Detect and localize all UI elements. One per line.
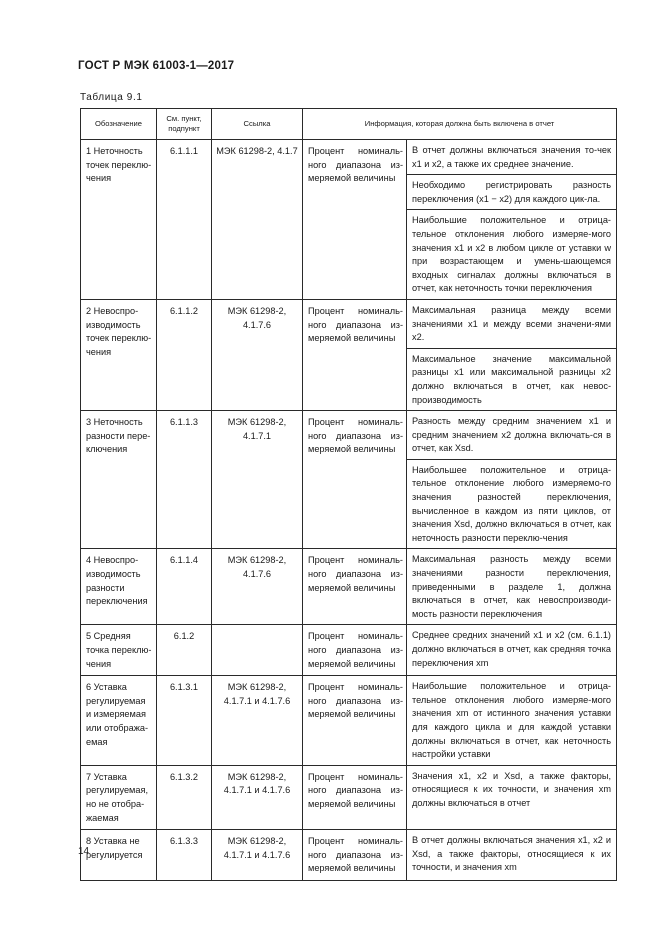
row-report-info — [407, 676, 617, 766]
row-designation: 7 Уставка регулируемая, но не отобра-жаемая — [81, 765, 157, 829]
row-designation: 4 Невоспро-изводимость разности переключения — [81, 549, 157, 625]
report-info-paragraph: Разность между средним значением x1 и средним значением x2 должна включать-ся в отчет, как Xsd. — [412, 416, 611, 454]
row-designation: 1 Неточность точек переклю-чения — [81, 140, 157, 300]
row-unit: Процент номиналь-ного диапазона из-меряемой величины — [303, 299, 407, 410]
row-reference: МЭК 61298-2, 4.1.7.1 и 4.1.7.6 — [212, 830, 303, 881]
row-report-info — [407, 830, 617, 881]
report-info-paragraph: Максимальное значение максимальной разницы x1 или максимальной разницы x2 должно включаться в отчет, как невос-производимость — [407, 348, 616, 410]
table-body — [81, 140, 617, 881]
report-info-paragraph: Наибольшие положительное и отрица-тельное отклонения любого измеряе-мого значения x1 и x2 в любом цикле от уставки w при возрастающем и умень-шающемся входных сигналах должны включаться в отчет, как неточность точки переключения — [407, 209, 616, 299]
row-report-info — [407, 549, 617, 625]
row-clause: 6.1.3.2 — [157, 765, 212, 829]
row-clause: 6.1.3.1 — [157, 676, 212, 766]
report-info-paragraph: Наибольшее положительное и отрица-тельное отклонение любого измеряемо-го значения разностей переключения, вычисленное в каждом из пяти циклов, от значения Xsd, должно включаться в отчет, как неточность разности переклю-чения — [407, 459, 616, 549]
row-reference: МЭК 61298-2, 4.1.7.1 и 4.1.7.6 — [212, 765, 303, 829]
row-reference: МЭК 61298-2, 4.1.7 — [212, 140, 303, 300]
row-report-info — [407, 411, 617, 549]
row-report-info — [407, 765, 617, 829]
row-clause: 6.1.1.2 — [157, 299, 212, 410]
row-unit: Процент номиналь-ного диапазона из-меряемой величины — [303, 411, 407, 549]
table-row — [81, 830, 617, 881]
row-unit: Процент номиналь-ного диапазона из-меряемой величины — [303, 625, 407, 676]
row-designation: 5 Средняя точка переклю-чения — [81, 625, 157, 676]
header-reference: Ссылка — [212, 109, 303, 140]
row-clause: 6.1.1.3 — [157, 411, 212, 549]
row-designation: 8 Уставка не регулируется — [81, 830, 157, 881]
header-clause: См. пункт, подпункт — [157, 109, 212, 140]
table-row — [81, 625, 617, 676]
row-reference: МЭК 61298-2, 4.1.7.1 и 4.1.7.6 — [212, 676, 303, 766]
header-report-info: Информация, которая должна быть включена в отчет — [303, 109, 617, 140]
table-row — [81, 676, 617, 766]
row-reference: МЭК 61298-2, 4.1.7.6 — [212, 299, 303, 410]
row-reference: МЭК 61298-2, 4.1.7.6 — [212, 549, 303, 625]
requirements-table — [80, 108, 617, 881]
row-designation: 2 Невоспро-изводимость точек переклю-чения — [81, 299, 157, 410]
row-report-info — [407, 140, 617, 300]
row-unit: Процент номиналь-ного диапазона из-меряемой величины — [303, 676, 407, 766]
row-unit: Процент номиналь-ного диапазона из-меряемой величины — [303, 830, 407, 881]
row-clause: 6.1.1.1 — [157, 140, 212, 300]
row-unit: Процент номиналь-ного диапазона из-меряемой величины — [303, 140, 407, 300]
row-unit: Процент номиналь-ного диапазона из-меряемой величины — [303, 549, 407, 625]
row-clause: 6.1.1.4 — [157, 549, 212, 625]
row-reference: МЭК 61298-2, 4.1.7.1 — [212, 411, 303, 549]
table-row — [81, 299, 617, 410]
report-info-paragraph: Наибольшие положительное и отрица-тельное отклонения любого измеряе-мого значения xm от истинного значения уставки для каждого цикла и для каждой уставки должны включаться в отчет, как неточность настройки уставки — [412, 681, 611, 760]
table-row — [81, 140, 617, 300]
table-row — [81, 411, 617, 549]
table-row — [81, 765, 617, 829]
report-info-paragraph: Максимальная разность между всеми значениями разности переключения, приведенными в разделе 1, должна включаться в отчет, как невоспроизводи-мость разности переключения — [412, 554, 611, 619]
table-caption: Таблица 9.1 — [80, 92, 143, 103]
row-unit: Процент номиналь-ного диапазона из-меряемой величины — [303, 765, 407, 829]
report-info-paragraph: Необходимо регистрировать разность переключения (x1 − x2) для каждого цик-ла. — [407, 174, 616, 209]
page-number: 14 — [78, 846, 90, 857]
header-designation: Обозначение — [81, 109, 157, 140]
report-info-paragraph: Значения x1, x2 и Xsd, а также факторы, относящиеся к их точности, и значения xm должны включаться в отчет — [412, 770, 611, 808]
report-info-paragraph: В отчет должны включаться значения x1, x2 и Xsd, а также факторы, относящиеся к их точности, и значения xm — [412, 835, 611, 873]
row-report-info — [407, 299, 617, 410]
row-report-info — [407, 625, 617, 676]
report-info-paragraph: Максимальная разница между всеми значениями x1 и между всеми значени-ями x2. — [412, 304, 611, 343]
row-clause: 6.1.3.3 — [157, 830, 212, 881]
row-reference — [212, 625, 303, 676]
row-clause: 6.1.2 — [157, 625, 212, 676]
table-row — [81, 549, 617, 625]
report-info-paragraph: Среднее средних значений x1 и x2 (см. 6.1.1) должно включаться в отчет, как средняя точка переключения xm — [412, 630, 611, 668]
standard-title: ГОСТ Р МЭК 61003-1—2017 — [78, 60, 235, 72]
row-designation: 6 Уставка регулируемая и измеряемая или отобража-емая — [81, 676, 157, 766]
row-designation: 3 Неточность разности пере-ключения — [81, 411, 157, 549]
table-header-row — [81, 109, 617, 140]
report-info-paragraph: В отчет должны включаться значения то-чек x1 и x2, а также их среднее значение. — [412, 145, 611, 169]
